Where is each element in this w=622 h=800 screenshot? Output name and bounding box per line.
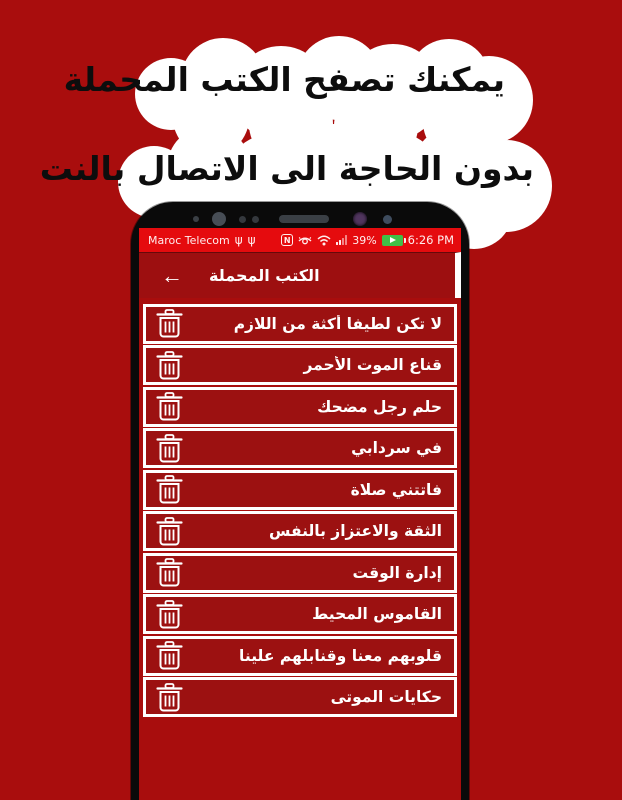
wifi-icon bbox=[317, 235, 331, 246]
sensor-dot-icon bbox=[212, 212, 226, 226]
sensor-dot-icon bbox=[252, 216, 259, 223]
delete-book-button[interactable] bbox=[156, 558, 183, 587]
proximity-sensor bbox=[383, 215, 392, 224]
battery-percent-label: 39% bbox=[352, 233, 377, 247]
book-list-item[interactable] bbox=[143, 304, 457, 344]
delete-book-button[interactable] bbox=[156, 641, 183, 670]
trash-icon bbox=[156, 475, 183, 504]
back-button[interactable]: ← bbox=[161, 262, 183, 288]
book-title: إدارة الوقت bbox=[352, 563, 442, 582]
phone-frame bbox=[131, 202, 469, 800]
book-list-item[interactable] bbox=[143, 511, 457, 551]
delete-book-button[interactable] bbox=[156, 475, 183, 504]
signal-strength-icon bbox=[336, 235, 347, 245]
status-bar bbox=[139, 228, 461, 252]
smart-stay-eye-icon bbox=[298, 235, 312, 246]
book-title: فاتتني صلاة bbox=[350, 480, 442, 499]
page-title: الكتب المحملة bbox=[209, 266, 320, 285]
app-header bbox=[139, 252, 461, 298]
book-title: قناع الموت الأحمر bbox=[303, 356, 442, 374]
book-list bbox=[139, 298, 461, 717]
book-list-item[interactable] bbox=[143, 387, 457, 427]
carrier-label: Maroc Telecom bbox=[148, 233, 230, 247]
banner-text-line-1: يمكنك تصفح الكتب المحملة bbox=[63, 59, 505, 99]
trash-icon bbox=[156, 641, 183, 670]
phone-screen bbox=[139, 228, 461, 800]
delete-book-button[interactable] bbox=[156, 517, 183, 546]
book-title: لا تكن لطيفا أكثة من اللازم bbox=[233, 314, 442, 333]
book-list-item[interactable] bbox=[143, 345, 457, 385]
trash-icon bbox=[156, 309, 183, 338]
trash-icon bbox=[156, 392, 183, 421]
trash-icon bbox=[156, 434, 183, 463]
usb-icon: ψ bbox=[247, 233, 256, 247]
book-title: الثقة والاعتزاز بالنفس bbox=[269, 522, 442, 540]
front-camera bbox=[353, 212, 367, 226]
phone-top-bezel bbox=[131, 202, 469, 228]
delete-book-button[interactable] bbox=[156, 309, 183, 338]
delete-book-button[interactable] bbox=[156, 351, 183, 380]
earpiece-speaker bbox=[279, 215, 329, 223]
sensor-dot-icon bbox=[239, 216, 246, 223]
book-list-item[interactable] bbox=[143, 594, 457, 634]
battery-charging-icon bbox=[382, 235, 403, 246]
book-title: القاموس المحيط bbox=[312, 605, 442, 623]
usb-icon: ψ bbox=[234, 233, 243, 247]
book-title: حكايات الموتى bbox=[330, 688, 442, 706]
delete-book-button[interactable] bbox=[156, 434, 183, 463]
trash-icon bbox=[156, 683, 183, 712]
book-list-item[interactable] bbox=[143, 636, 457, 676]
delete-book-button[interactable] bbox=[156, 392, 183, 421]
book-list-item[interactable] bbox=[143, 553, 457, 593]
trash-icon bbox=[156, 558, 183, 587]
book-list-item[interactable] bbox=[143, 677, 457, 717]
book-title: قلوبهم معنا وقنابلهم علينا bbox=[239, 646, 442, 665]
book-list-item[interactable] bbox=[143, 428, 457, 468]
sensor-dot-icon bbox=[193, 216, 199, 222]
nfc-icon: N bbox=[281, 234, 293, 246]
delete-book-button[interactable] bbox=[156, 683, 183, 712]
book-title: في سردابي bbox=[351, 439, 442, 457]
delete-book-button[interactable] bbox=[156, 600, 183, 629]
trash-icon bbox=[156, 351, 183, 380]
book-title: حلم رجل مضحك bbox=[317, 397, 442, 416]
trash-icon bbox=[156, 600, 183, 629]
clock-label: 6:26 PM bbox=[407, 233, 454, 247]
book-list-item[interactable] bbox=[143, 470, 457, 510]
banner-text-line-2: بدون الحاجة الى الاتصال بالنت bbox=[39, 148, 534, 188]
trash-icon bbox=[156, 517, 183, 546]
